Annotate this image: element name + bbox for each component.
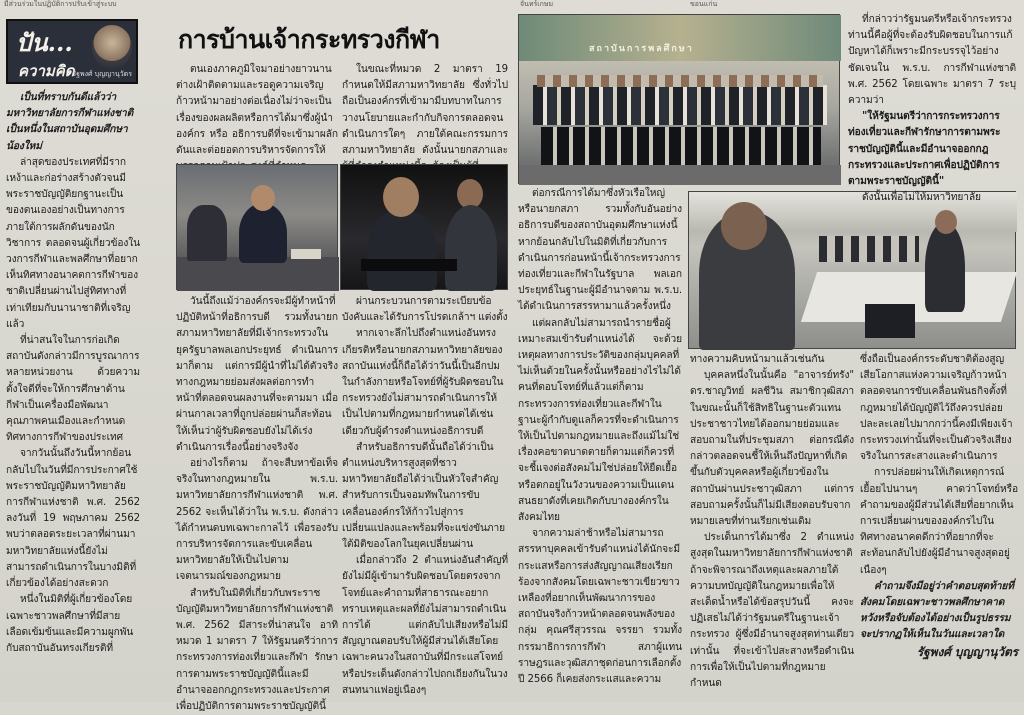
column-2-top-paragraph: ตนเองภาคภูมิใจมาอย่างยาวนานต่างเฝ้าติดตามและรอดูความเจริญก้าวหน้ามาอย่างต่อเนื่องไม่ว่าจะเป็นเรื่องของผลผลิตหรือการได้มาซึ่งผู้นำองค์กร หรือ อธิการบดีที่จะเข้ามาผลักดันและต่อยอดการบริหารจัดการให้ [176, 64, 338, 157]
column-5-paragraph-1: ทางความคิบหน้ามาแล้วเช่นกัน [690, 354, 825, 365]
article-column-5 [690, 352, 854, 700]
column-logo [6, 19, 138, 84]
article-column-2-top [176, 62, 338, 162]
column-1-paragraph-3: จากวันนั้นถึงวันนี้หากย้อนกลับไปในวันที่มีการประกาศใช้พระราชบัญญัติมหาวิทยาลัยการกีฬาแห่งชาติ พ.ศ. 2562 ลงวันที่ 19 พฤษภาคม 2562 พบว่าตลอดระยะเวลาที่ผ่านมามหาวิทยาลัยแห่งนี้ยังไม่สามารถดำเนินการในบางมิติที่เกี่ยวข้องได้อย่างสะดวก [6, 448, 140, 590]
photo-speaker-at-microphone [340, 164, 508, 290]
column-6-paragraph-2: ดังนั้นเพื่อไม่ให้มหาวิทยาลัย [862, 192, 981, 204]
column-1-paragraph-1: ล่าสุดของประเทศที่มีรากเหง้าและก่อร่างสร้างตัวจนมีพระราชบัญญัติยกฐานะเป็นของตนเองอย่างเป็นทางการ ภายใต้การผลักดันของนักวิชาการ ตลอดจนผู้เกี่ยวข้องในวงการกีฬาและพลศึกษาที่อยากเห็นทิศทางอนาคตการกีฬาของชาติเปลี่ยนผ่านไปสู่ทิศทางที่เท่าเทียมกับนานาชาติที่เจริญแล้ว [6, 156, 140, 330]
column-6-paragraph-3: ซึ่งถือเป็นองค์กรระดับชาติต้องสูญเสียโอกาสแห่งความเจริญก้าวหน้าตลอดจนการขับเคลื่อนพันธกิจตั้งที่กฎหมายได้บัญญัติไว้ถึงควรปล่อยปละละเลยไปมากกว่านี้คงมีเพียงเจ้ากระทรวงเท่านั้นที่จะเป็นตัวจริงเสียงจริงในการสะสางและดำเนินการ [860, 354, 1013, 463]
column-1-paragraph-2: ที่น่าสนใจในการก่อเกิดสถาบันดังกล่าวมีการบูรณาการหลายหน่วยงาน ด้วยความตั้งใจดีที่จะให้การศึกษาด้านกีฬาเป็นเครื่องมือพัฒนาคุณภาพคนเมืองและกำหนดทิศทางการกีฬาของประเทศ [6, 335, 140, 444]
column-4-paragraph-3: จากความล่าช้าหรือไม่สามารถสรรหาบุคคลเข้ารับตำแหน่งได้นักจะมีกระแสหรือการส่งสัญญาณเสียงเรียกร้องจากสังคมโดยเฉพาะชาวเขียวขาวเหลืองที่อยากเห็นพัฒนาการของสถาบันจริงก้าวหน้าตลอดจนพลังของกลุ่ม คุณศรีสุวรรณ จรรยา รวมทั้งกรรมาธิการการกีฬา สภาผู้แทนราษฎรและวุฒิสภาชุดก่อนการเลือกตั้งปี 2566 ก็เคยส่งกระแสและความ [518, 528, 682, 686]
column-1-paragraph-4: หนึ่งในมิติที่ผู้เกี่ยวข้องโดยเฉพาะชาวพลศึกษาที่มีสายเลือดเข้มข้นและมีความผูกพันกับสถาบันอันทรงเกียรติที่ [6, 594, 134, 654]
photo-official-at-desk [176, 164, 338, 290]
top-strip-right: ขอนแก่น [690, 0, 718, 8]
article-column-6-top [848, 12, 1016, 204]
article-author: รัฐพงศ์ บุญญานุวัตร [916, 644, 1018, 659]
column-2-paragraph-1: วันนี้ถึงแม้ว่าองค์กรจะมีผู้ทำหน้าที่ปฏิบัติหน้าที่อธิการบดี รวมทั้งนายกสภามหาวิทยาลัยที่มีเจ้ากระทรวงในยุครัฐบาลพลเอกประยุทธ์ ดำเนินการมาก็ตาม แต่การมีผู้นำที่ไม่ได้ตัวจริงทางกฎหมายย่อมส่งผลต่อการทำหน้าที่ตลอดจนผลงานที่จะตามมา เมื่อผ่านกาลเวลาที่ถูกปล่อยผ่านก็สะท้อนให้เห็นว่าผู้รับผิดชอบยังไม่ได้เร่งดำเนินการเรื่องนี้อย่างจริงจัง [176, 296, 338, 453]
column-1-lead: เป็นที่ทราบกันดีแล้วว่า มหาวิทยาลัยการกีฬาแห่งชาติ เป็นหนึ่งในสถาบันอุดมศึกษาน้องใหม่ [6, 92, 134, 152]
article-column-2 [176, 294, 338, 713]
top-strip-center: จันทร์เกษม [520, 0, 554, 8]
article-column-4 [518, 186, 682, 700]
article-column-3-top [342, 62, 508, 162]
column-6-paragraph-4: การปล่อยผ่านให้เกิดเหตุการณ์เยื้อยไปนานๆ คาดว่าโจทย์หรือคำถามของผู้มีส่วนได้เสียที่อยากเห็นการเปลี่ยนผ่านขององค์กรไปในทิศทางอนาคตดีกว่าที่อยากที่จะสะท้อนกลับไปยังผู้มีอำนาจสูงสุดอยู่เนืองๆ [860, 467, 1018, 576]
article-column-3 [342, 294, 508, 700]
page-top-strip [0, 0, 1024, 8]
banner-text: สถาบันการพลศึกษา [589, 44, 694, 54]
column-5-paragraph-2: บุคคลหนึ่งในนั้นคือ "อาจารย์ทรัง" ดร.ชาญวิทย์ ผลชีวิน สมาชิกวุฒิสภาในขณะนั้นก็ใช้สิทธิในฐานะตัวแทนประชาชาวไทยได้ออกมายย่อมและสอบถามในที่ประชุมสภา ต่อกรณีดังกล่าวตลอดจนชี้ให้เห็นถึงปัญหาที่เกิดขึ้นกับตัวบุคคลหรือผู้เกี่ยวข้องในสถาบันผ่านประชาวุฒิสภา แต่การสอบถามครั้งนั้นก็ไม่มีเสียงตอบรับจากหมายเลขที่ท่านเรียกเช่นเดิม [690, 370, 854, 528]
column-2-paragraph-3: สำหรับในมิติที่เกี่ยวกับพระราชบัญญัติมหาวิทยาลัยการกีฬาแห่งชาติ พ.ศ. 2562 มีสาระที่น่าสนใจ อาทิ หมวด 1 มาตรา 7 ให้รัฐมนตรีว่าการกระทรวงการท่องเที่ยวและกีฬา รักษาการตามพระราชบัญญัตินี้และมีอำนาจออกกฎกระทรวงและประกาศเพื่อปฏิบัติการตามพระราชบัญญัตินี้ [176, 587, 338, 713]
top-strip-left: มีส่วนร่วมในปฏิบัติการปรับเข้าสู่ระบบ [4, 0, 117, 8]
column-6-paragraph-1: ที่กล่าวว่ารัฐมนตรีหรือเจ้ากระทรวงท่านนี้คือผู้ที่จะต้องรับผิดชอบในการแก้ปัญหาได้ก็เพราะมีกระบรรจุไว้อย่างชัดเจนใน พ.ร.บ. การกีฬาแห่งชาติ พ.ศ. 2562 โดยเฉพาะ มาตรา 7 ระบุความว่า [848, 14, 1016, 107]
logo-title-line2: ความคิด [18, 62, 75, 80]
column-3-paragraph-2: หากเจาะลึกไปถึงตำแหน่งอันทรงเกียรติหรือนายกสภามหาวิทยาลัยของสถาบันแห่งนี้ก็ถือได้ว่าวันนี้เป็นอีกปมในกำลังกายหรือโจทย์ที่ผู้รับผิดชอบในกระทรวงยังไม่สามารถดำเนินการให้เป็นไปตามที่กฎหมายกำหนดได้เช่นเดียวกับผู้ดำรงตำแหน่งอธิการบดี [342, 328, 504, 437]
article-column-6 [860, 352, 1018, 700]
article-headline: การบ้านเจ้ากระทรวงกีฬา [178, 25, 440, 54]
article-column-1 [6, 90, 140, 700]
column-4-paragraph-2: แต่ผลกลับไม่สามารถนำรายชื่อผู้เหมาะสมเข้ารับตำแหน่งได้ จะด้วยเหตุผลทางการประวัติของกลุ่มบุคคลที่ไม่เห็นด้วยในครั้งนั้นหรืออย่างไรไม่ได้คนที่ตอบโจทย์ที่แล้วแต่ก็ตามกระทรวงการท่องเที่ยวและกีฬาในฐานะผู้กำกับดูแลก็ควรที่จะดำเนินการให้เป็นไปตามกฎหมายและถึงแม้ไม่ใช่เรื่องคอขาดบาดตายก็ตามแต่ก็ควรที่จะชี้แจงต่อสังคมไม่ใช่ปล่อยให้ยืดเยื้อหรือตกอยู่ในวังวนของความเป็นแดนสนธยาดังที่เคยเกิดกับบางองค์กรในสังคมไทย [518, 317, 682, 524]
column-6-closing: คำถามจึงมีอยู่ว่าคำตอบสุดท้ายที่สังคมโดยเฉพาะชาวพลศึกษาคาดหวังหรือจับต้องได้อย่างเป็นรูปธรรมจะปรากฏให้เห็นในวันและเวลาใด [860, 580, 1014, 641]
photo-group-students [518, 14, 840, 184]
column-3-top-paragraph: ในขณะที่หมวด 2 มาตรา 19 กำหนดให้มีสภามหาวิทยาลัย ซึ่งทั่วไปถือเป็นองค์กรที่เข้ามามีบทบาทในการวางนโยบายและกำกับกิจการตลอดจนดำเนินการใดๆ ภายใต้คณะกรรมการสภามหาวิทยาลัย ดังนั้นนายกสภาและ [342, 64, 508, 157]
column-3-paragraph-3: สำหรับอธิการบดีนั้นถือได้ว่าเป็นตำแหน่งบริหารสูงสุดที่ชาวมหาวิทยาลัยถือได้ว่าเป็นหัวใจสำคัญสำหรับการเป็นจอมทัพในการขับเคลื่อนองค์กรให้ก้าวไปสู่การเปลี่ยนแปลงและพร้อมที่จะแข่งขันภายใต้มิติของโลกในยุคเปลี่ยนผ่าน [342, 441, 505, 551]
column-5-paragraph-3: ประเด็นการได้มาซึ่ง 2 ตำแหน่งสูงสุดในมหาวิทยาลัยการกีฬาแห่งชาติถ้าจะพิจารณาถึงเหตุและผลภายใต้ความบทบัญญัติในกฎหมายเพื่อให้สะเด็ดน้ำหรือได้ข้อสรุปวันนี้ คงจะปฏิเสธไม่ได้ว่ารัฐมนตรีในฐานะเจ้ากระทรวง ผู้ซึ่งมีอำนาจสูงสุดท่านเดียวเท่านั้น ที่จะเข้าไปสะสางหรือดำเนินการเพื่อให้เป็นไปตามที่กฎหมายกำหนด [690, 532, 854, 690]
logo-byline: รัฐพงศ์ บุญญานุวัตร [72, 70, 132, 78]
column-6-quote: "ให้รัฐมนตรีว่าการกระทรวงการท่องเที่ยวและกีฬารักษาการตามพระราชบัญญัตินี้และมีอำนาจออกกฎกระทรวงและประกาศเพื่อปฏิบัติการตามพระราชบัญญัตินี้" [848, 111, 1001, 188]
column-3-paragraph-4: เมื่อกล่าวถึง 2 ตำแหน่งอันสำคัญที่ยังไม่มีผู้เข้ามารับผิดชอบโดยตรงจากโจทย์และคำถามที่สาธารณะอยากทราบเหตุและผลที่ยังไม่สามารถดำเนินการได้ แต่กลับไปเสียงหรือไม่มีสัญญาณตอบรับให้ผู้มีส่วนได้เสียโดยเฉพาะคนวงในสถาบันที่มีกระแสโจทย์หรือประเด็นดังกล่าวไปถกเถียงกันในวงสนทนาแฟอยู่เนืองๆ [342, 555, 508, 696]
column-3-paragraph-1: ผ่านกระบวนการตามระเบียบข้อบังคับและได้รับการโปรดเกล้าฯ แต่งตั้ง [342, 296, 508, 324]
column-2-paragraph-2: อย่างไรก็ตาม ถ้าจะสืบหาข้อเท็จจริงในทางกฎหมายใน พ.ร.บ. มหาวิทยาลัยการกีฬาแห่งชาติ พ.ศ. 2562 จะเห็นได้ว่าใน พ.ร.บ. ดังกล่าวได้กำหนดบทเฉพาะกาลไว้ เพื่อรองรับการบริหารจัดการและขับเคลื่อนมหาวิทยาลัยให้เป็นไปตามเจตนารมณ์ของกฎหมาย [176, 458, 338, 583]
column-4-paragraph-1: ต่อกรณีการได้มาซึ่งหัวเรือใหญ่หรือนายกสภา รวมทั้งกับอันอย่างอธิการบดีของสถาบันอุดมศึกษาแห่งนี้หากย้อนกลับไปในมิติที่เกี่ยวกับการดำเนินการก่อนหน้านี้เจ้ากระทรวงการท่องเที่ยวและกีฬาในรัฐบาล พลเอกประยุทธ์ในฐานะผู้มีอำนาจตาม พ.ร.บ. ได้ดำเนินการสรรหามาแล้วครั้งหนึ่ง [518, 188, 682, 313]
logo-title-line1: ปัน... [16, 28, 73, 57]
photo-meeting-room [688, 191, 1016, 349]
columnist-portrait [92, 25, 132, 69]
